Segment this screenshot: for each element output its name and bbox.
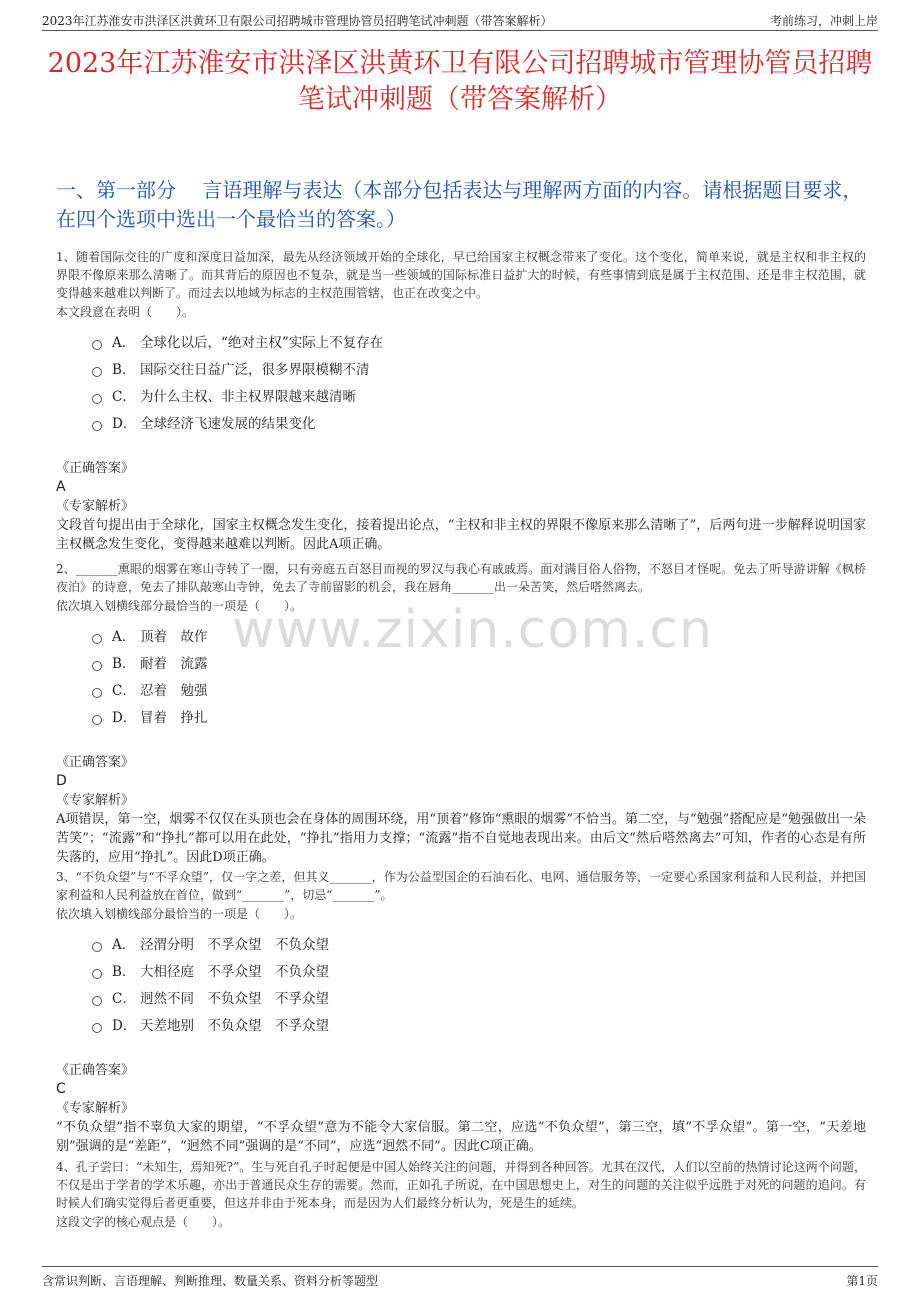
radio-icon[interactable] [92, 421, 102, 431]
radio-icon[interactable] [92, 996, 102, 1006]
section-heading: 一、第一部分 言语理解与表达（本部分包括表达与理解两方面的内容。请根据题目要求，在四个选项中选出一个最恰当的答案。） [56, 178, 863, 231]
answer-value: C [56, 1081, 66, 1097]
answer-block [56, 753, 866, 867]
question-prompt: 本文段意在表明（ ）。 [56, 305, 195, 319]
radio-icon[interactable] [92, 715, 102, 725]
header-doc-title: 2023年江苏淮安市洪泽区洪黄环卫有限公司招聘城市管理协管员招聘笔试冲刺题（带答案解析） [42, 14, 553, 28]
option-d[interactable]: D． 天差地别 不负众望 不孚众望 [92, 1012, 866, 1039]
answer-block [56, 459, 866, 554]
option-b[interactable]: B． 耐着 流露 [92, 650, 866, 677]
watermark: www.zixin.com.cn [232, 600, 713, 660]
answer-block [56, 1061, 866, 1156]
option-list [92, 931, 866, 1039]
option-list [92, 623, 866, 731]
question-3 [56, 868, 866, 1156]
question-prompt: 依次填入划横线部分最恰当的一项是（ ）。 [56, 907, 303, 921]
option-b[interactable]: B． 国际交往日益广泛，很多界限模糊不清 [92, 356, 866, 383]
question-1 [56, 248, 866, 554]
analysis-text: “不负众望”指不辜负大家的期望，“不孚众望”意为不能令大家信服。第二空，应选“不负众望”，第三空，填“不孚众望”。第一空，“天差地别”强调的是“差距”，“迥然不同”强调的是“不同”，应选“迥然不同”。因此C项正确。 [56, 1120, 866, 1154]
analysis-label: 《专家解析》 [56, 1101, 135, 1116]
option-a[interactable]: A． 泾渭分明 不孚众望 不负众望 [92, 931, 866, 958]
analysis-label: 《专家解析》 [56, 499, 135, 514]
page-number: 第1页 [846, 1274, 878, 1288]
question-prompt: 依次填入划横线部分最恰当的一项是（ ）。 [56, 599, 303, 613]
option-d[interactable]: D． 全球经济飞速发展的结果变化 [92, 410, 866, 437]
page-header [42, 10, 878, 31]
radio-icon[interactable] [92, 634, 102, 644]
option-b[interactable]: B． 大相径庭 不孚众望 不负众望 [92, 958, 866, 985]
answer-label: 《正确答案》 [56, 755, 135, 770]
answer-label: 《正确答案》 [56, 461, 135, 476]
question-stem: 4、孔子尝曰：“未知生，焉知死?”。生与死自孔子时起便是中国人始终关注的问题，并得到各种回答。尤其在汉代，人们以空前的热情讨论这两个问题，不仅是出于学者的学术乐趣，亦出于普通民众生存的需要。然而，正如孔子所说，在中国思想史上，对生的问题的关注似乎远胜于对死的问题的追问。有时候人们确实觉得后者更重要，但这并非由于死本身，而是因为人们最终分析认为，死是生的延续。 [56, 1160, 866, 1210]
question-stem: 1、随着国际交往的广度和深度日益加深，最先从经济领域开始的全球化，早已给国家主权概念带来了变化。这个变化，简单来说，就是主权和非主权的界限不像原来那么清晰了。而其背后的原因也不复杂，就是当一些领域的国际标准日益扩大的时候，有些事情到底是属于主权范围、还是非主权范围，就变得越来越难以判断了。而过去以地域为标志的主权范围管辖，也正在改变之中。 [56, 250, 866, 300]
radio-icon[interactable] [92, 367, 102, 377]
option-a[interactable]: A． 全球化以后，“绝对主权”实际上不复存在 [92, 329, 866, 356]
radio-icon[interactable] [92, 661, 102, 671]
option-list [92, 329, 866, 437]
document-title: 2023年江苏淮安市洪泽区洪黄环卫有限公司招聘城市管理协管员招聘笔试冲刺题（带答案解析） [47, 48, 873, 115]
footer-description: 含常识判断、言语理解、判断推理、数量关系、资料分析等题型 [42, 1274, 379, 1288]
analysis-label: 《专家解析》 [56, 793, 135, 808]
question-prompt: 这段文字的核心观点是（ ）。 [56, 1215, 231, 1229]
option-c[interactable]: C． 迥然不同 不负众望 不孚众望 [92, 985, 866, 1012]
radio-icon[interactable] [92, 942, 102, 952]
header-slogan: 考前练习，冲刺上岸 [769, 14, 878, 28]
question-stem: 2、_______熏眼的烟雾在寒山寺转了一圈，只有旁庭五百怒目而视的罗汉与我心有戚戚焉。面对满目俗人俗物，不怒目才怪呢。免去了听导游讲解《枫桥夜泊》的诗意，免去了排队敲寒山寺钟，免去了寺前留影的机会，我在唇角_______出一朵苦笑，然后嗒然离去。 [56, 562, 866, 594]
answer-value: A [56, 479, 66, 495]
option-c[interactable]: C． 忍着 勉强 [92, 677, 866, 704]
radio-icon[interactable] [92, 969, 102, 979]
radio-icon[interactable] [92, 1023, 102, 1033]
radio-icon[interactable] [92, 340, 102, 350]
option-a[interactable]: A． 顶着 故作 [92, 623, 866, 650]
question-2 [56, 560, 866, 867]
answer-value: D [56, 773, 67, 789]
answer-label: 《正确答案》 [56, 1063, 135, 1078]
question-stem: 3、“不负众望”与“不孚众望”，仅一字之差，但其义_______，作为公益型国企的石油石化、电网、通信服务等，一定要心系国家利益和人民利益，并把国家利益和人民利益放在首位，做到“_______”，切忌“_______”。 [56, 870, 866, 902]
question-4 [56, 1158, 866, 1231]
option-d[interactable]: D． 冒着 挣扎 [92, 704, 866, 731]
option-c[interactable]: C． 为什么主权、非主权界限越来越清晰 [92, 383, 866, 410]
analysis-text: A项错误，第一空，烟雾不仅仅在头顶也会在身体的周围环绕，用“顶着”修饰“熏眼的烟雾”不恰当。第二空，与“勉强”搭配应是“勉强做出一朵苦笑”；“流露”和“挣扎”都可以用在此处，“挣扎”指用力支撑；“流露”指不自觉地表现出来。由后文“然后嗒然离去”可知，作者的心态是有所失落的，应用“挣扎”。因此D项正确。 [56, 812, 866, 865]
radio-icon[interactable] [92, 394, 102, 404]
radio-icon[interactable] [92, 688, 102, 698]
page-footer [42, 1266, 878, 1287]
analysis-text: 文段首句提出由于全球化，国家主权概念发生变化，接着提出论点，“主权和非主权的界限不像原来那么清晰了”，后两句进一步解释说明国家主权概念发生变化，变得越来越难以判断。因此A项正确。 [56, 518, 866, 552]
